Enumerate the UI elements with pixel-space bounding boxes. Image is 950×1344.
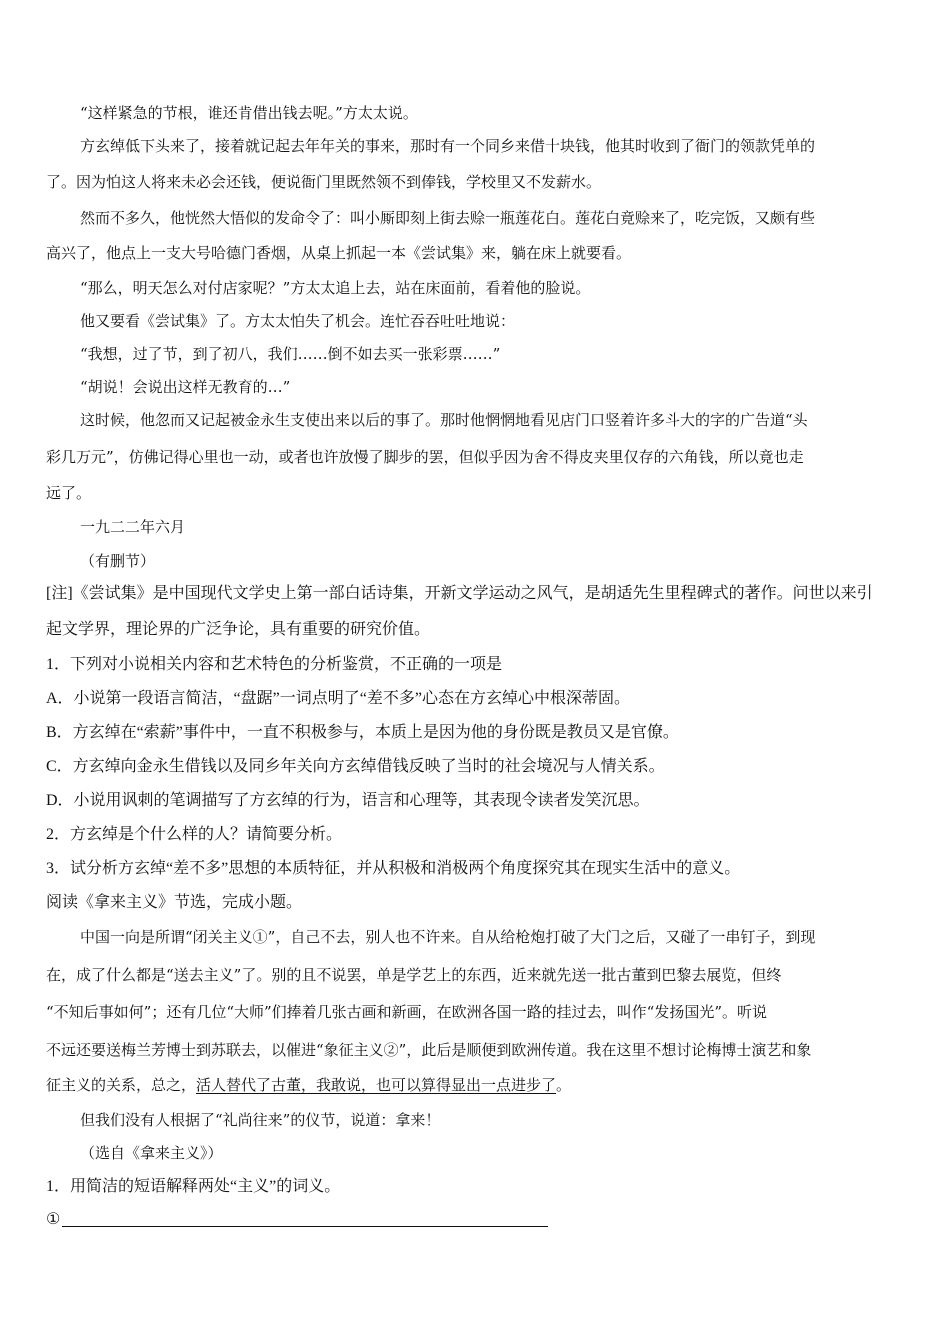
story-line: 高兴了，他点上一支大号哈德门香烟，从桌上抓起一本《尝试集》来，躺在床上就要看。 <box>46 244 632 262</box>
story-line: 方玄绰低下头来了，接着就记起去年年关的事来，那时有一个同乡来借十块钱，他其时收到了衙门的领款凭单的 <box>80 137 816 155</box>
story-line: 彩几万元”，仿佛记得心里也一动，或者也许放慢了脚步的罢，但似乎因为舍不得皮夹里仅存的六角钱，所以竟也走 <box>46 448 804 466</box>
option-c: C．方玄绰向金永生借钱以及同乡年关向方玄绰借钱反映了当时的社会境况与人情关系。 <box>46 758 665 775</box>
footnote-line: 起文学界，理论界的广泛争论，具有重要的研究价值。 <box>46 621 431 638</box>
essay-line: 但我们没有人根据了“礼尚往来”的仪节，说道：拿来！ <box>80 1111 441 1129</box>
essay-line-last <box>46 1075 571 1095</box>
option-a: A．小说第一段语言简洁，“盘踞”一词点明了“差不多”心态在方玄绰心中根深蒂固。 <box>46 690 630 707</box>
story-line: 这时候，他忽而又记起被金永生支使出来以后的事了。那时他惘惘地看见店门口竖着许多斗大的字的广告道“头 <box>80 411 808 429</box>
essay-line: 不远还要送梅兰芳博士到苏联去，以催进“象征主义②”，此后是顺便到欧洲传道。我在这里不想讨论梅博士演艺和象 <box>46 1041 812 1059</box>
option-b: B．方玄绰在“索薪”事件中，一直不积极参与，本质上是因为他的身份既是教员又是官僚。 <box>46 724 679 741</box>
essay-line: 中国一向是所谓“闭关主义①”，自己不去，别人也不许来。自从给枪炮打破了大门之后，又碰了一串钉子，到现 <box>80 928 816 946</box>
story-line: “我想，过了节，到了初八，我们……倒不如去买一张彩票……” <box>80 345 501 363</box>
answer-blank-line[interactable] <box>62 1226 548 1227</box>
reading-intro: 阅读《拿来主义》节选，完成小题。 <box>46 894 303 911</box>
story-line: 了。因为怕这人将来未必会还钱，便说衙门里既然领不到俸钱，学校里又不发薪水。 <box>46 173 602 191</box>
question-3: 3．试分析方玄绰“差不多”思想的本质特征，并从积极和消极两个角度探究其在现实生活中的意义。 <box>46 860 741 877</box>
option-d: D．小说用讽刺的笔调描写了方玄绰的行为，语言和心理等，其表现令读者发笑沉思。 <box>46 792 650 809</box>
story-line: 他又要看《尝试集》了。方太太怕失了机会。连忙吞吞吐吐地说： <box>80 312 516 330</box>
story-line: 远了。 <box>46 484 92 502</box>
question-4: 1．用简洁的短语解释两处“主义”的词义。 <box>46 1178 341 1195</box>
essay-line: 在，成了什么都是“送去主义”了。别的且不说罢，单是学艺上的东西，近来就先送一批古董到巴黎去展览，但终 <box>46 966 782 984</box>
answer-blank-label: ① <box>46 1211 61 1228</box>
essay-text: 。 <box>556 1076 572 1094</box>
story-line: “胡说！会说出这样无教育的…” <box>80 378 291 396</box>
underlined-sentence: 活人替代了古董，我敢说，也可以算得显出一点进步了 <box>196 1076 557 1094</box>
essay-text: 征主义的关系，总之， <box>46 1076 197 1094</box>
story-date: 一九二二年六月 <box>80 518 186 536</box>
footnote-line: [注]《尝试集》是中国现代文学史上第一部白话诗集，开新文学运动之风气，是胡适先生里程碑式的著作。问世以来引 <box>46 585 873 602</box>
question-2: 2．方玄绰是个什么样的人？请简要分析。 <box>46 826 343 843</box>
story-abridged-note: （有删节） <box>80 552 156 570</box>
story-line: “这样紧急的节根，谁还肯借出钱去呢。”方太太说。 <box>80 104 418 122</box>
story-line: 然而不多久，他恍然大悟似的发命令了：叫小厮即刻上街去赊一瓶莲花白。莲花白竟赊来了，吃完饭，又颇有些 <box>80 209 816 227</box>
essay-line: “不知后事如何”；还有几位“大师”们捧着几张古画和新画，在欧洲各国一路的挂过去，叫作“发扬国光”。听说 <box>46 1003 768 1021</box>
essay-source: （选自《拿来主义》） <box>80 1144 223 1162</box>
story-line: “那么，明天怎么对付店家呢？”方太太追上去，站在床面前，看着他的脸说。 <box>80 279 591 297</box>
question-1: 1．下列对小说相关内容和艺术特色的分析鉴赏，不正确的一项是 <box>46 656 503 673</box>
